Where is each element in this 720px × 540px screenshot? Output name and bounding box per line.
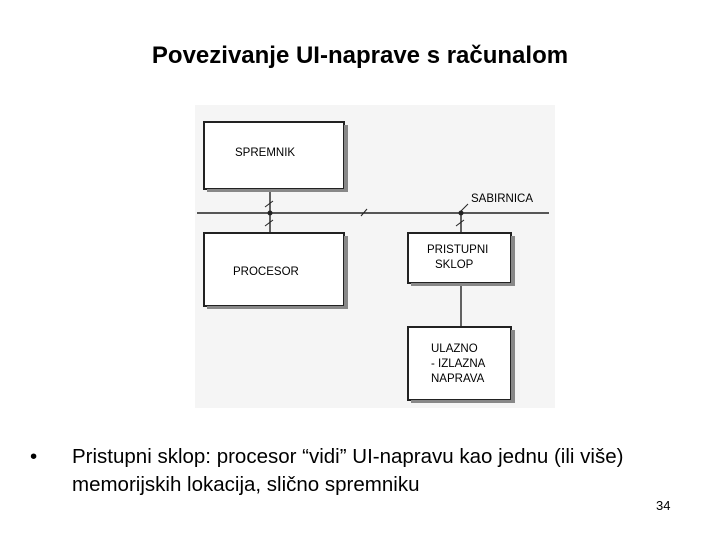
pristupni-label-line2: SKLOP	[435, 259, 474, 271]
pristupni-shadow-right	[511, 236, 515, 286]
pristupni-sklop-box	[408, 233, 511, 283]
pristupni-shadow-bottom	[411, 283, 515, 286]
procesor-label: PROCESOR	[233, 266, 299, 278]
spremnik-shadow-right	[344, 125, 348, 192]
bullet-symbol: •	[30, 445, 38, 468]
bus-label: SABIRNICA	[471, 193, 533, 205]
pristupni-label-line1: PRISTUPNI	[427, 244, 489, 256]
procesor-shadow-right	[344, 236, 348, 309]
slide-title: Povezivanje UI-naprave s računalom	[151, 42, 569, 69]
page-number: 34	[656, 498, 671, 513]
io-label-line2: - IZLAZNA	[431, 358, 486, 370]
spremnik-label: SPREMNIK	[235, 147, 296, 159]
spremnik-shadow-bottom	[207, 189, 348, 192]
block-diagram	[195, 105, 565, 410]
io-label-line1: ULAZNO	[431, 343, 478, 355]
io-shadow-bottom	[411, 400, 515, 403]
io-shadow-right	[511, 330, 515, 403]
bullet-text: Pristupni sklop: procesor “vidi” UI-napravu kao jednu (ili više) memorijskih lokacija, slično spremniku	[72, 445, 624, 496]
procesor-shadow-bottom	[207, 306, 348, 309]
io-label-line3: NAPRAVA	[431, 373, 485, 385]
